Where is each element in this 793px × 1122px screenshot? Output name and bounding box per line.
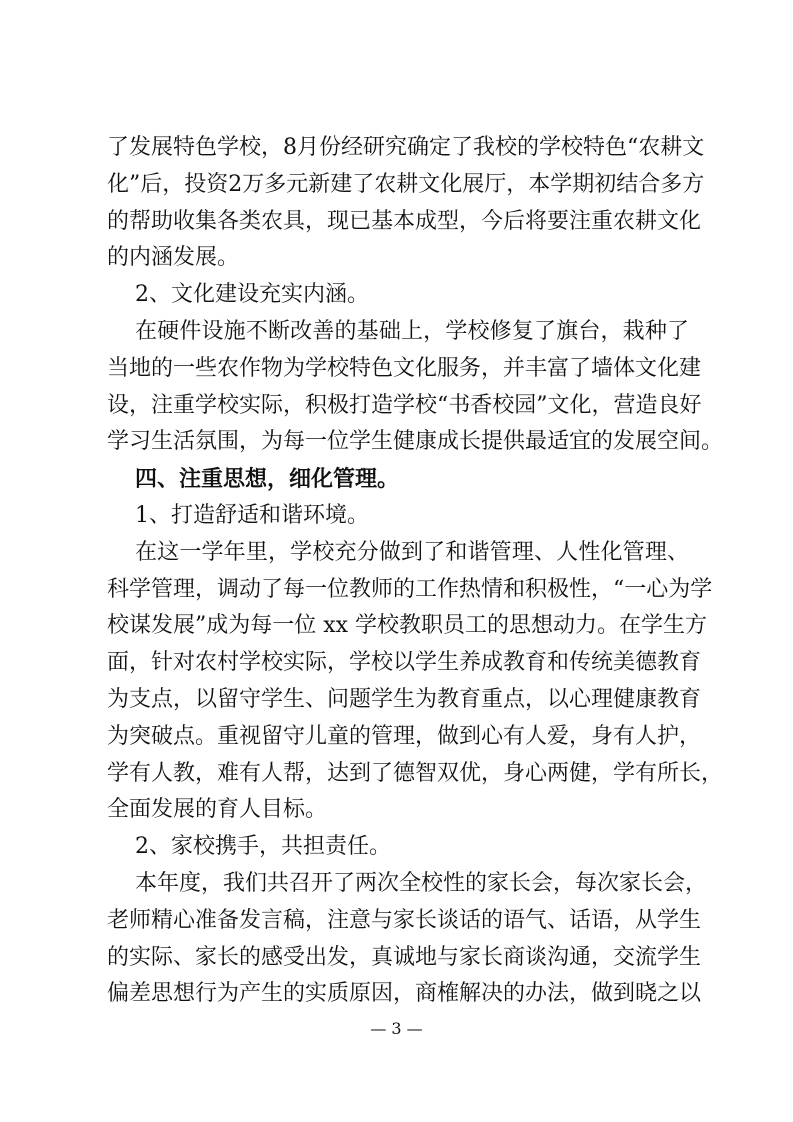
page-number: — 3 — xyxy=(370,1019,423,1038)
text-line: 在这一学年里，学校充分做到了和谐管理、人性化管理、 xyxy=(135,539,689,565)
text-line: 在硬件设施不断改善的基础上，学校修复了旗台，栽种了 xyxy=(135,319,689,344)
text-line: 的实际、家长的感受出发，真诚地与家长商谈沟通，交流学生 xyxy=(107,944,702,970)
text-line: 当地的一些农作物为学校特色文化服务，并丰富了墙体文化建 xyxy=(107,355,702,381)
text-line: 学习生活氛围，为每一位学生健康成长提供最适宜的发展空间。 xyxy=(107,429,724,455)
text-line: 的内涵发展。 xyxy=(107,245,240,271)
text-line: 面，针对农村学校实际，学校以学生养成教育和传统美德教育 xyxy=(107,650,702,676)
text-line: 设，注重学校实际，积极打造学校“书香校园”文化，营造良好 xyxy=(107,392,702,418)
text-line: 本年度，我们共召开了两次全校性的家长会，每次家长会， xyxy=(135,871,708,896)
text-line: 化”后，投资2万多元新建了农耕文化展厅，本学期初结合多方 xyxy=(107,171,705,197)
text-line: 为支点，以留守学生、问题学生为教育重点，以心理健康教育 xyxy=(107,687,702,712)
text-line: 老师精心准备发言稿，注意与家长谈话的语气、话语，从学生 xyxy=(107,907,702,933)
text-line: 学有人教，难有人帮，达到了德智双优，身心两健，学有所长， xyxy=(107,760,724,786)
text-line: 1、打造舒适和谐环境。 xyxy=(135,503,369,528)
text-line: 校谋发展”成为每一位 xx 学校教职员工的思想动力。在学生方 xyxy=(107,613,708,639)
text-line: 偏差思想行为产生的实质原因，商榷解决的办法，做到晓之以 xyxy=(107,981,702,1007)
section-heading: 四、注重思想，细化管理。 xyxy=(135,466,400,493)
text-line: 2、家校携手，共担责任。 xyxy=(135,834,391,860)
text-line: 的帮助收集各类农具，现已基本成型，今后将要注重农耕文化 xyxy=(107,208,702,234)
text-line: 2、文化建设充实内涵。 xyxy=(135,282,369,308)
text-line: 全面发展的育人目标。 xyxy=(107,797,328,823)
text-line: 为突破点。重视留守儿童的管理，做到心有人爱，身有人护， xyxy=(107,723,702,749)
text-line: 科学管理，调动了每一位教师的工作热情和积极性，“一心为学 xyxy=(107,576,713,602)
text-line: 了发展特色学校，8月份经研究确定了我校的学校特色“农耕文 xyxy=(107,135,705,160)
